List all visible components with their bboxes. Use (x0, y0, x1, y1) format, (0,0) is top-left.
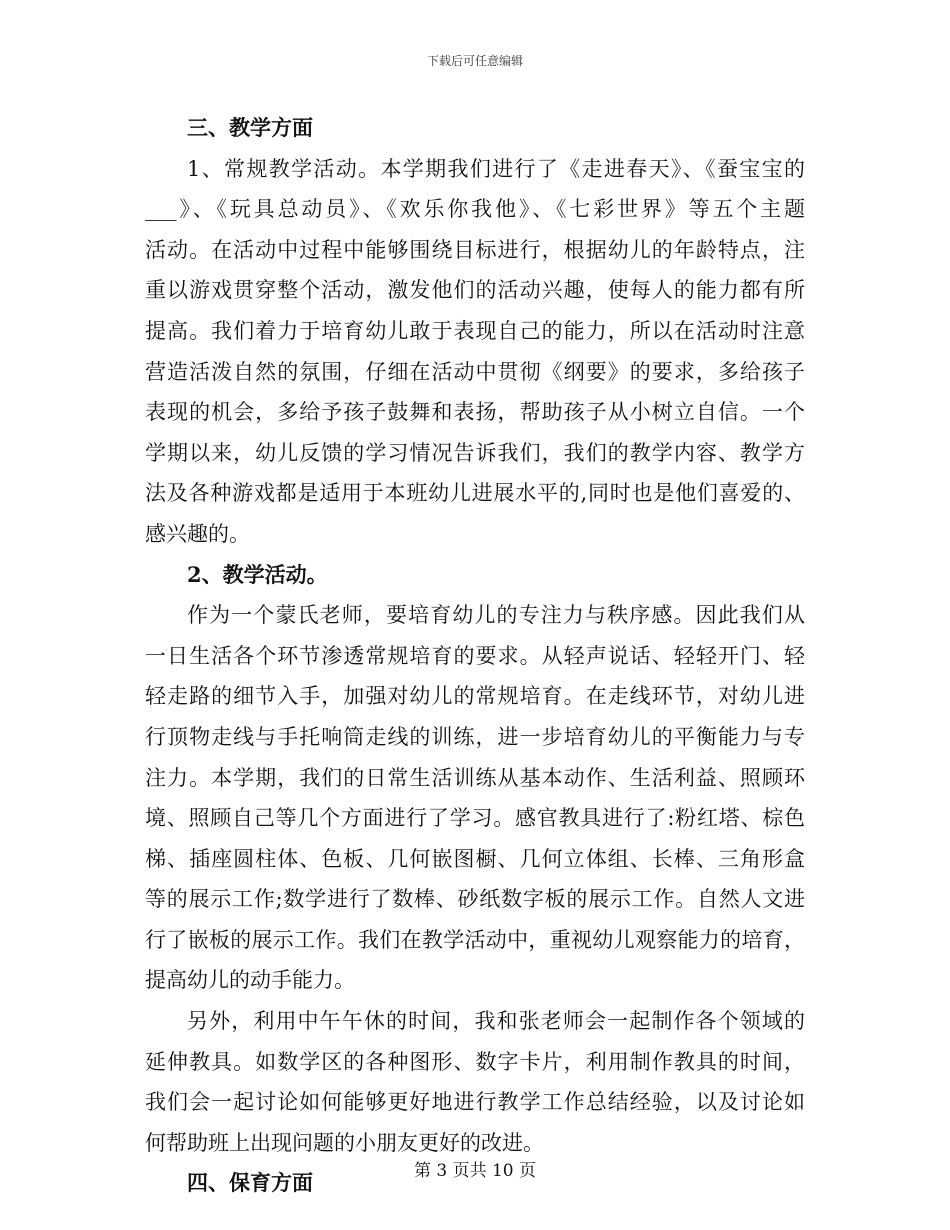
paragraph-line: 何帮助班上出现问题的小朋友更好的改进。 (145, 1130, 544, 1155)
paragraph-line: 法及各种游戏都是适用于本班幼儿进展水平的,同时也是他们喜爱的、 (145, 481, 805, 506)
paragraph-line: 另外，利用中午午休的时间，我和张老师会一起制作各个领域的 (187, 1009, 805, 1034)
paragraph-line: 重以游戏贯穿整个活动，激发他们的活动兴趣，使每人的能力都有所 (145, 278, 805, 303)
section-heading-care: 四、保育方面 (187, 1170, 313, 1196)
paragraph-line: 一日生活各个环节渗透常规培育的要求。从轻声说话、轻轻开门、轻 (145, 643, 805, 668)
paragraph-line: 活动。在活动中过程中能够围绕目标进行，根据幼儿的年龄特点，注 (145, 237, 805, 262)
paragraph-line: ___》、《玩具总动员》、《欢乐你我他》、《七彩世界》等五个主题 (145, 197, 805, 222)
paragraph-line: 行了嵌板的展示工作。我们在教学活动中，重视幼儿观察能力的培育， (145, 927, 805, 952)
paragraph-line: 作为一个蒙氏老师，要培育幼儿的专注力与秩序感。因此我们从 (187, 603, 805, 628)
paragraph-line: 延伸教具。如数学区的各种图形、数字卡片，利用制作教具的时间， (145, 1049, 805, 1074)
paragraph-line: 等的展示工作;数学进行了数棒、砂纸数字板的展示工作。自然人文进 (145, 887, 805, 912)
paragraph-line: 轻走路的细节入手，加强对幼儿的常规培育。在走线环节，对幼儿进 (145, 684, 805, 709)
paragraph-line: 注力。本学期，我们的日常生活训练从基本动作、生活利益、照顾环 (145, 765, 805, 790)
paragraph-line: 境、照顾自己等几个方面进行了学习。感官教具进行了:粉红塔、棕色 (145, 806, 805, 831)
paragraph-line: 感兴趣的。 (145, 521, 250, 546)
document-body (145, 108, 805, 1204)
paragraph-line: 学期以来，幼儿反馈的学习情况告诉我们，我们的教学内容、教学方 (145, 440, 805, 465)
paragraph-line: 提高。我们着力于培育幼儿敢于表现自己的能力，所以在活动时注意 (145, 318, 805, 343)
paragraph-line: 1、常规教学活动。本学期我们进行了《走进春天》、《蚕宝宝的 (187, 156, 805, 181)
page-header: 下载后可任意编辑 (426, 54, 523, 68)
paragraph-line: 行顶物走线与手托响筒走线的训练，进一步培育幼儿的平衡能力与专 (145, 724, 805, 749)
paragraph-line: 提高幼儿的动手能力。 (145, 968, 355, 993)
paragraph-line: 营造活泼自然的氛围，仔细在活动中贯彻《纲要》的要求，多给孩子 (145, 359, 805, 384)
page-footer: 第 3 页共 10 页 (413, 1161, 537, 1181)
subsection-heading-teaching-activities: 2、教学活动。 (187, 561, 328, 587)
paragraph-line: 梯、插座圆柱体、色板、几何嵌图橱、几何立体组、长棒、三角形盒 (145, 846, 805, 871)
paragraph-line: 我们会一起讨论如何能够更好地进行教学工作总结经验，以及讨论如 (145, 1090, 805, 1115)
section-heading-teaching: 三、教学方面 (187, 115, 313, 140)
paragraph-line: 表现的机会，多给予孩子鼓舞和表扬，帮助孩子从小树立自信。一个 (145, 400, 805, 425)
